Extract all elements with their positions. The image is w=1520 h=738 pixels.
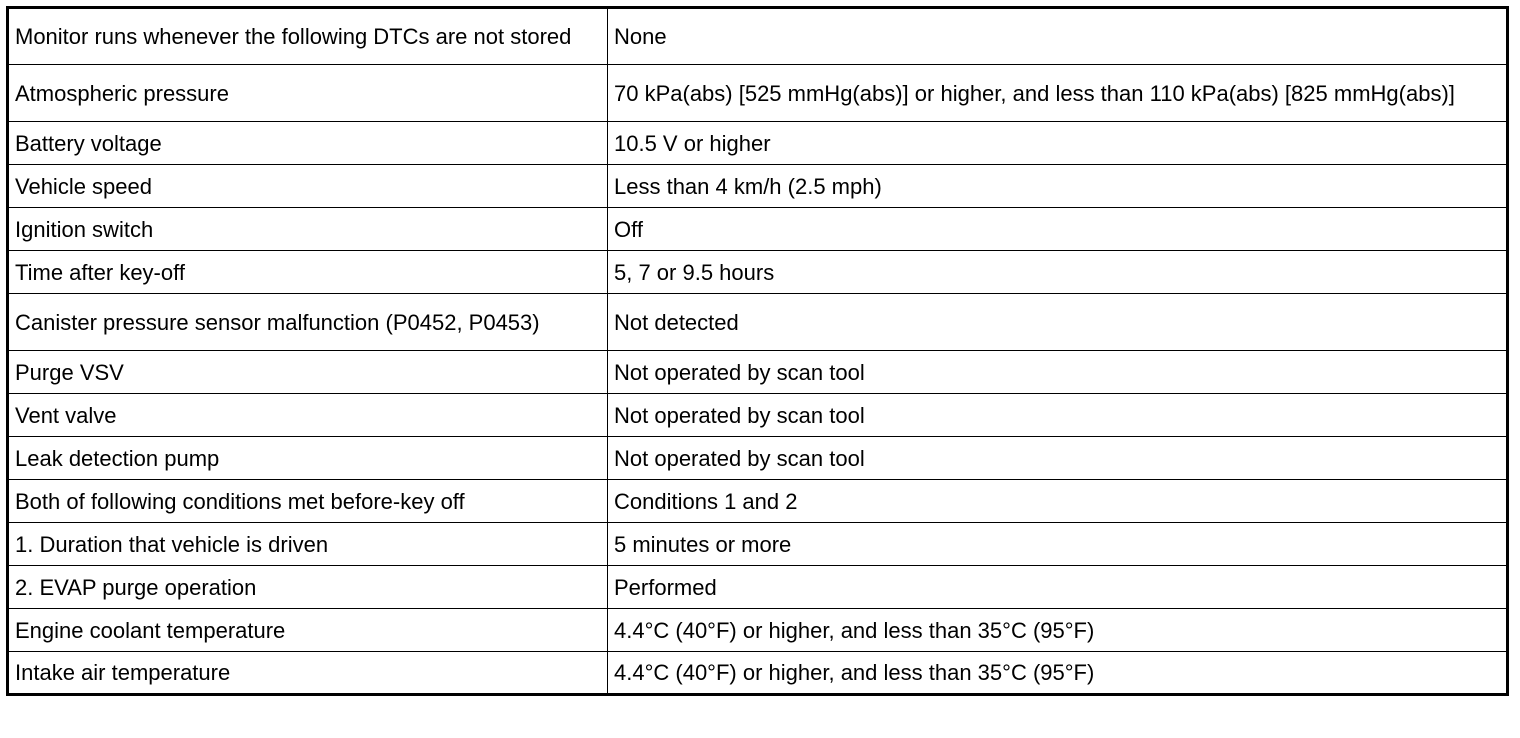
condition-item-cell: 2. EVAP purge operation: [8, 566, 608, 609]
table-row: [8, 566, 1508, 609]
table-row: [8, 523, 1508, 566]
table-row: [8, 437, 1508, 480]
table-row: [8, 165, 1508, 208]
conditions-table: [6, 6, 1509, 696]
table-row: [8, 394, 1508, 437]
condition-value-cell: Not operated by scan tool: [608, 394, 1508, 437]
table-row: [8, 122, 1508, 165]
condition-value-cell: Performed: [608, 566, 1508, 609]
condition-item-cell: Leak detection pump: [8, 437, 608, 480]
condition-item-cell: Battery voltage: [8, 122, 608, 165]
condition-item-cell: Both of following conditions met before-key off: [8, 480, 608, 523]
condition-item-cell: Vent valve: [8, 394, 608, 437]
condition-item-cell: Intake air temperature: [8, 652, 608, 695]
condition-item-cell: Purge VSV: [8, 351, 608, 394]
table-row: [8, 480, 1508, 523]
condition-item-cell: Monitor runs whenever the following DTCs are not stored: [8, 8, 608, 65]
condition-value-cell: Off: [608, 208, 1508, 251]
condition-item-cell: 1. Duration that vehicle is driven: [8, 523, 608, 566]
condition-value-cell: Conditions 1 and 2: [608, 480, 1508, 523]
condition-item-cell: Atmospheric pressure: [8, 65, 608, 122]
condition-value-cell: 5, 7 or 9.5 hours: [608, 251, 1508, 294]
condition-value-cell: 4.4°C (40°F) or higher, and less than 35°C (95°F): [608, 609, 1508, 652]
condition-item-cell: Vehicle speed: [8, 165, 608, 208]
table-row: [8, 208, 1508, 251]
condition-value-cell: 5 minutes or more: [608, 523, 1508, 566]
table-row: [8, 65, 1508, 122]
condition-item-cell: Canister pressure sensor malfunction (P0452, P0453): [8, 294, 608, 351]
condition-value-cell: None: [608, 8, 1508, 65]
condition-value-cell: Not operated by scan tool: [608, 437, 1508, 480]
condition-value-cell: 4.4°C (40°F) or higher, and less than 35°C (95°F): [608, 652, 1508, 695]
table-row: [8, 351, 1508, 394]
table-row: [8, 609, 1508, 652]
table-row: [8, 294, 1508, 351]
condition-item-cell: Time after key-off: [8, 251, 608, 294]
conditions-table-body: [8, 8, 1508, 695]
condition-value-cell: 70 kPa(abs) [525 mmHg(abs)] or higher, and less than 110 kPa(abs) [825 mmHg(abs)]: [608, 65, 1508, 122]
condition-value-cell: 10.5 V or higher: [608, 122, 1508, 165]
condition-item-cell: Ignition switch: [8, 208, 608, 251]
condition-value-cell: Not detected: [608, 294, 1508, 351]
condition-value-cell: Less than 4 km/h (2.5 mph): [608, 165, 1508, 208]
condition-item-cell: Engine coolant temperature: [8, 609, 608, 652]
table-row: [8, 251, 1508, 294]
table-row: [8, 8, 1508, 65]
condition-value-cell: Not operated by scan tool: [608, 351, 1508, 394]
table-row: [8, 652, 1508, 695]
